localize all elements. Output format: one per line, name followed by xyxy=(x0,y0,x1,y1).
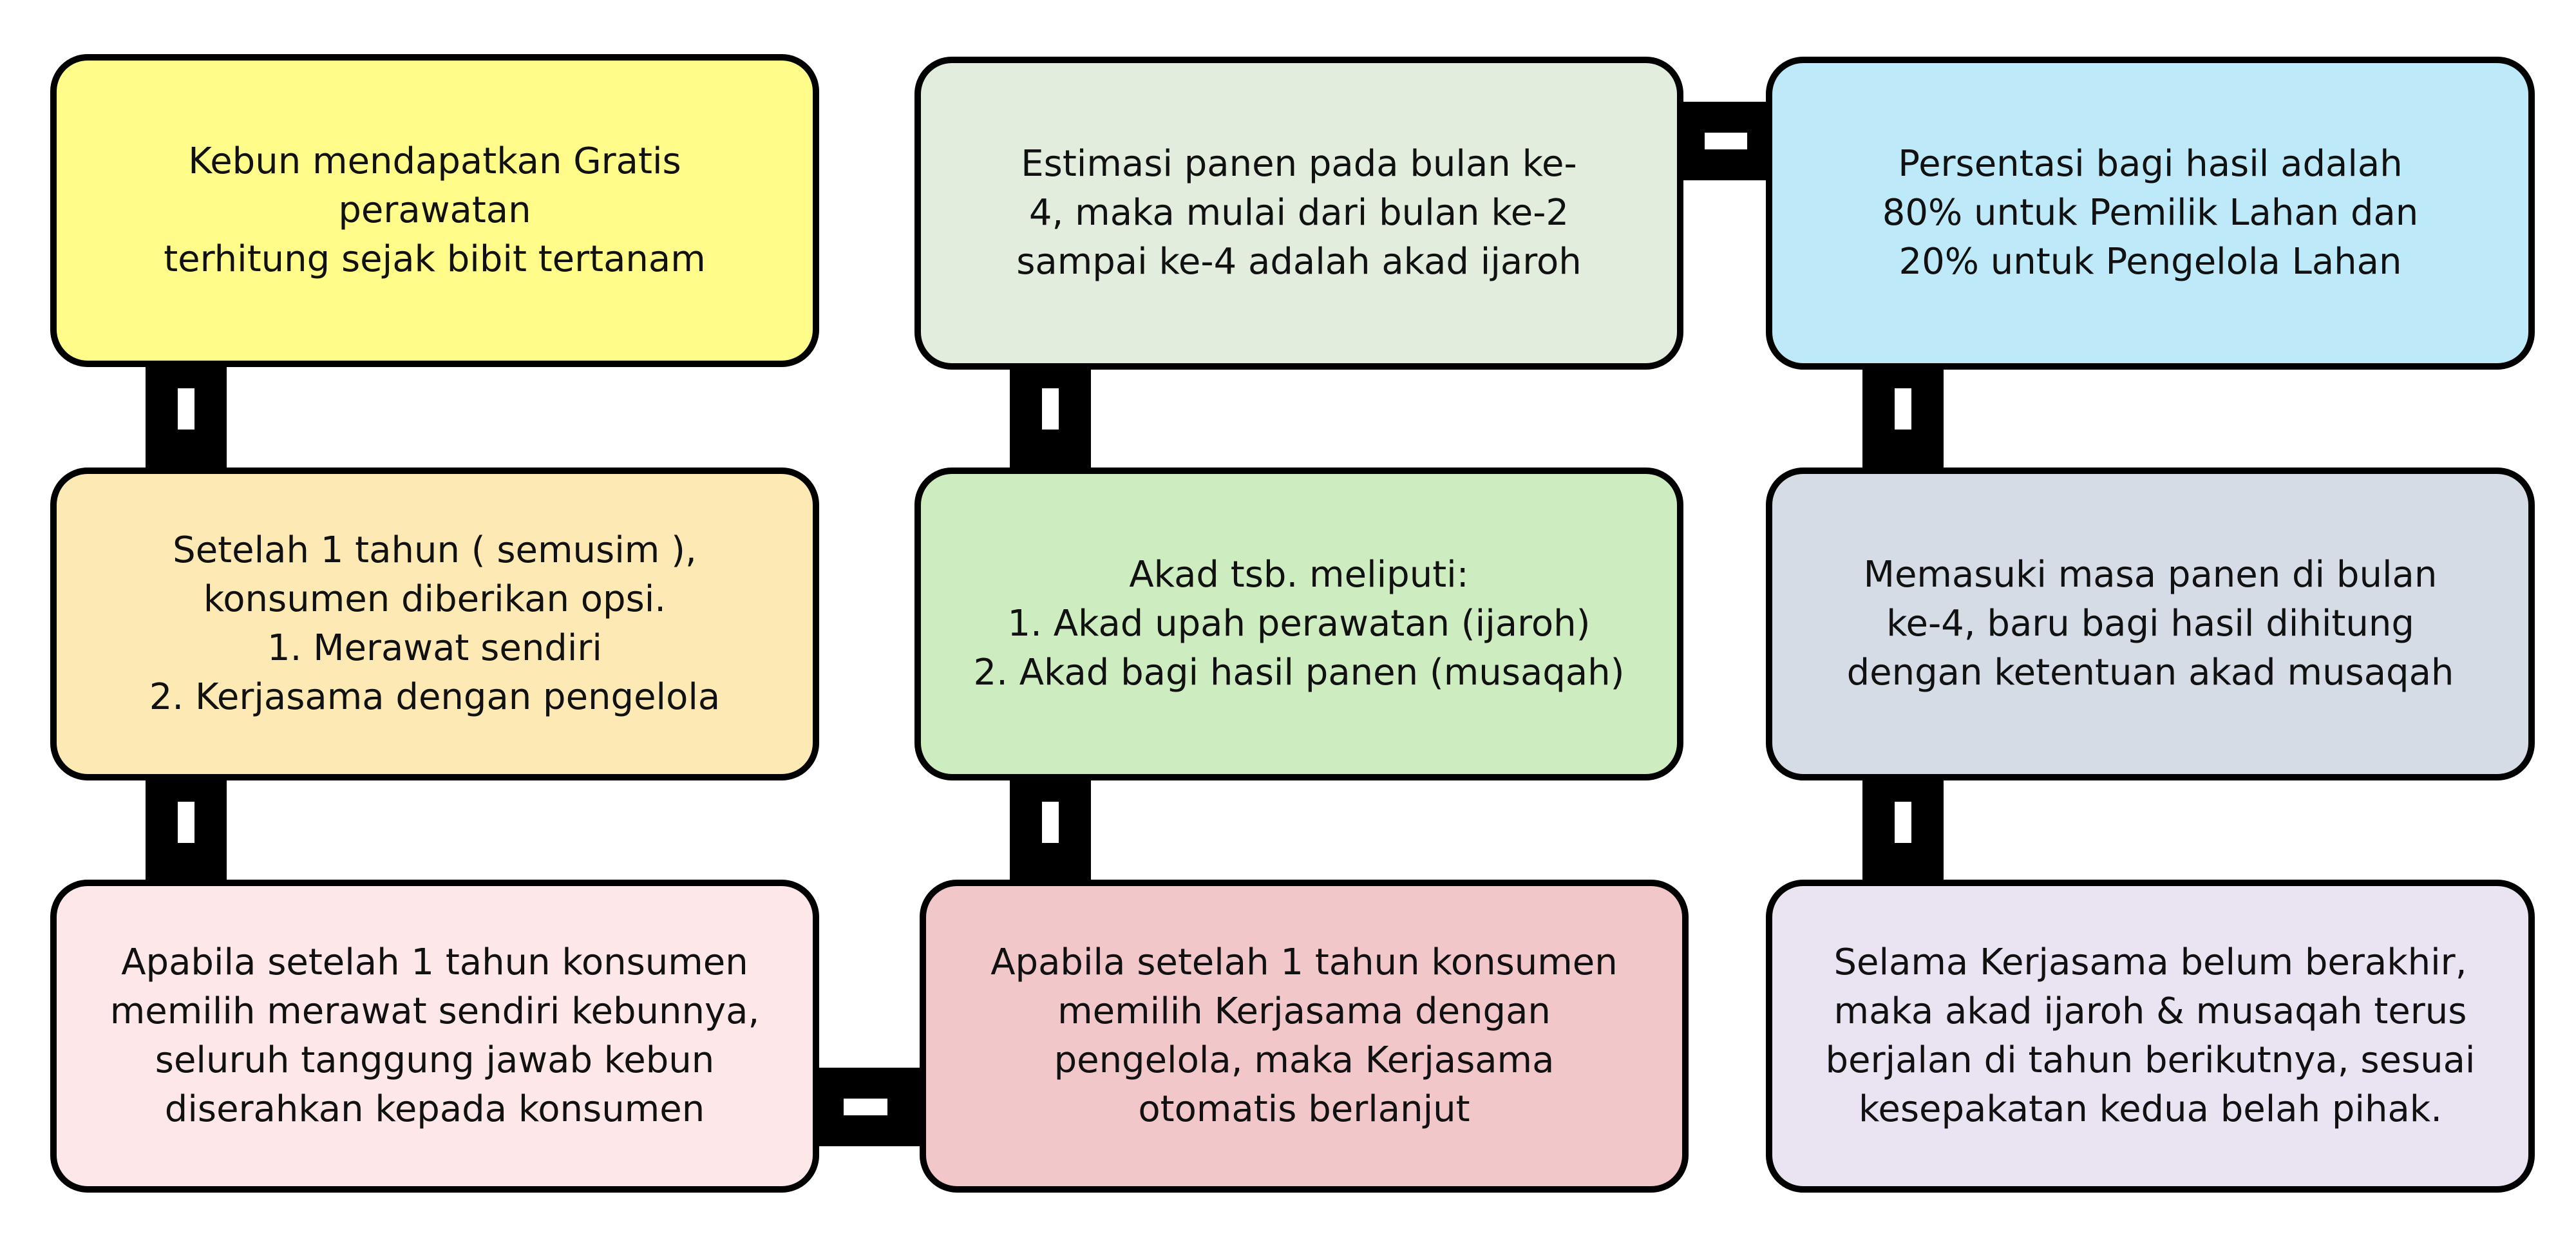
box-partnership-text: Apabila setelah 1 tahun konsumen memilih Kerjasama dengan pengelola, maka Kerjasama otomatis berlanjut xyxy=(990,941,1618,1130)
box-continuation xyxy=(1766,880,2535,1193)
box-continuation-text: Selama Kerjasama belum berakhir, maka akad ijaroh & musaqah terus berjalan di tahun berikutnya, sesuai kesepakatan kedua belah pihak. xyxy=(1825,941,2476,1130)
box-partnership xyxy=(920,880,1689,1193)
box-harvest-estimate xyxy=(914,57,1683,370)
box-contract-scope-text: Akad tsb. meliputi: 1. Akad upah perawatan (ijaroh) 2. Akad bagi hasil panen (musaqah) xyxy=(973,554,1625,694)
box-self-care-text: Apabila setelah 1 tahun konsumen memilih merawat sendiri kebunnya, seluruh tanggung jawab kebun diserahkan kepada konsumen xyxy=(109,941,760,1130)
box-options xyxy=(50,468,819,780)
box-harvest-estimate-text: Estimasi panen pada bulan ke- 4, maka mulai dari bulan ke-2 sampai ke-4 adalah akad ijaroh xyxy=(1016,143,1582,283)
box-profit-share-text: Persentasi bagi hasil adalah 80% untuk Pemilik Lahan dan 20% untuk Pengelola Lahan xyxy=(1882,143,2419,283)
box-harvest-period xyxy=(1766,468,2535,780)
box-profit-share xyxy=(1766,57,2535,370)
box-free-care xyxy=(50,54,819,367)
box-contract-scope xyxy=(914,468,1683,780)
box-free-care-text: Kebun mendapatkan Gratis perawatan terhitung sejak bibit tertanam xyxy=(164,140,706,280)
box-harvest-period-text: Memasuki masa panen di bulan ke-4, baru bagi hasil dihitung dengan ketentuan akad musaqah xyxy=(1846,554,2454,694)
connector-bottom-middle xyxy=(805,1068,924,1146)
box-options-text: Setelah 1 tahun ( semusim ), konsumen diberikan opsi. 1. Merawat sendiri 2. Kerjasama dengan pengelola xyxy=(149,529,721,718)
box-self-care xyxy=(50,880,819,1193)
